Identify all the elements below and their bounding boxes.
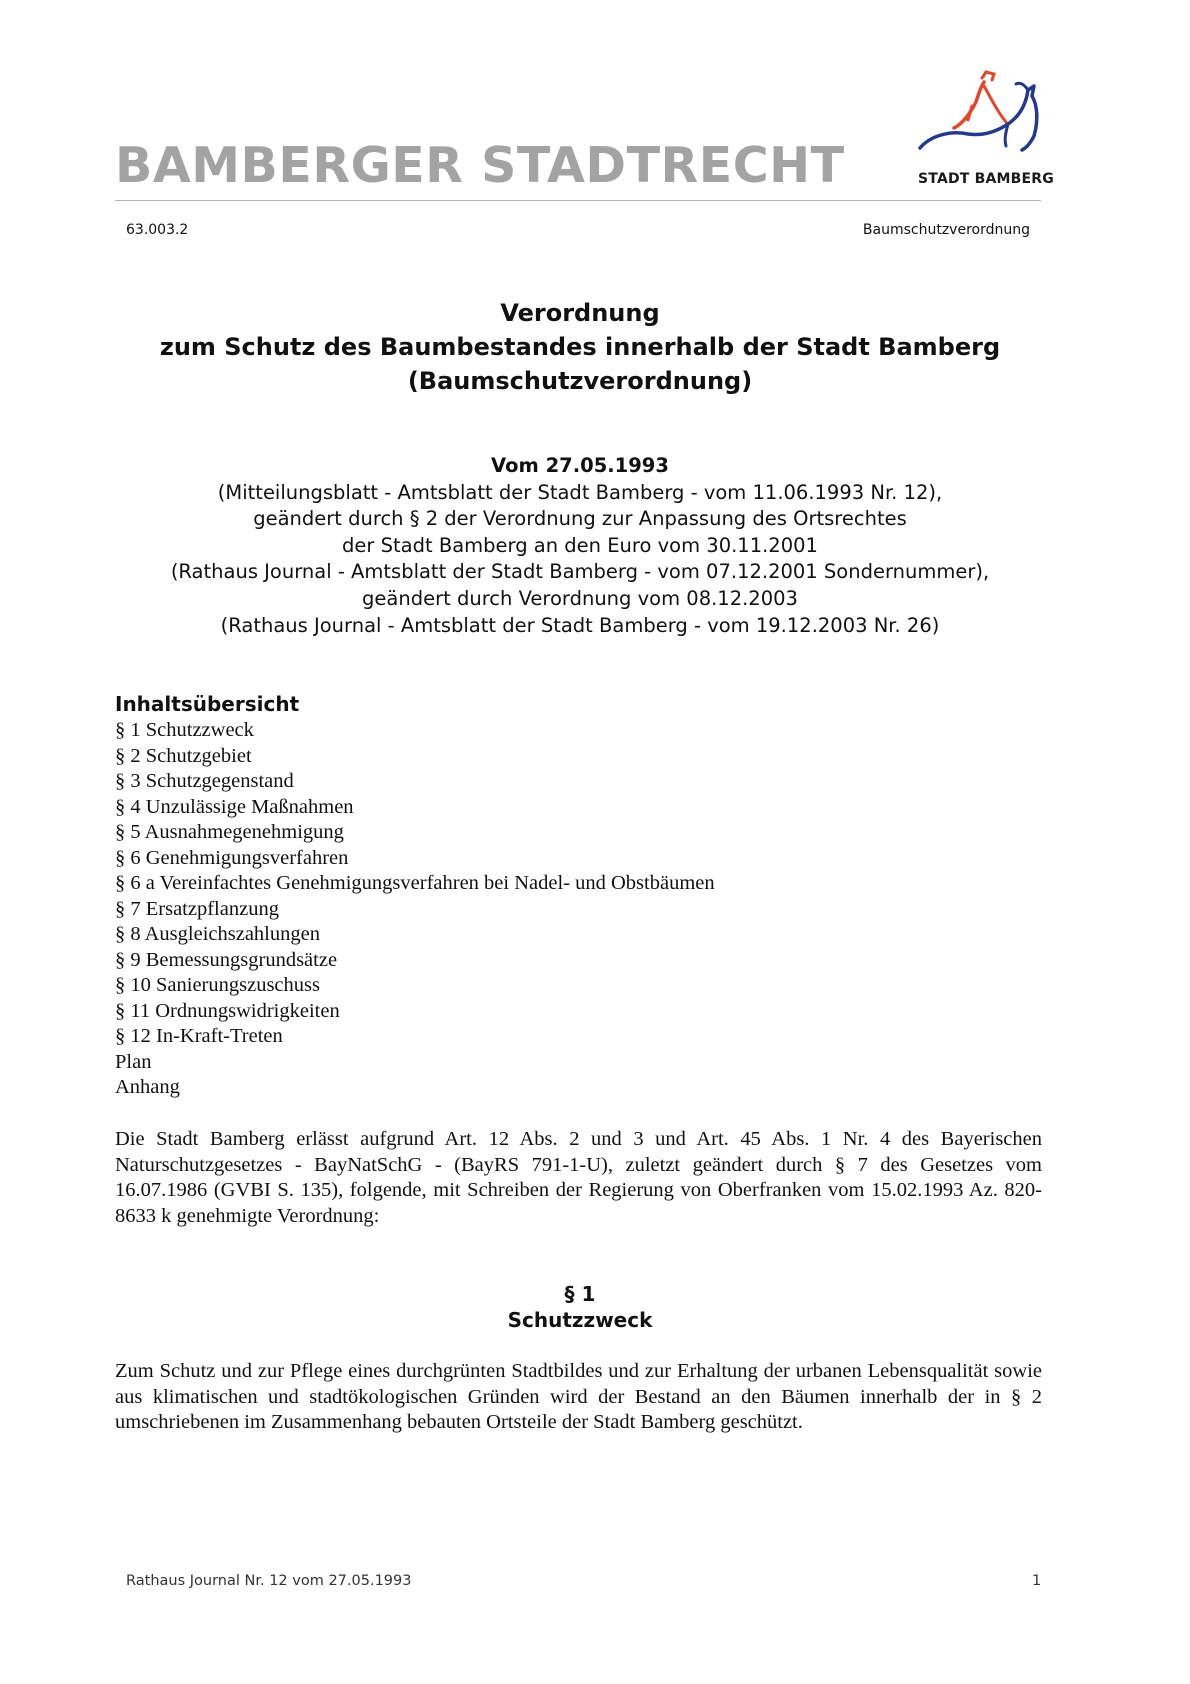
toc-item: § 6 Genehmigungsverfahren: [115, 846, 349, 869]
document-short-title: Baumschutzverordnung: [862, 222, 1030, 238]
toc-item: § 10 Sanierungszuschuss: [115, 974, 320, 996]
toc-item: Plan: [115, 1050, 152, 1073]
title-line: (Baumschutzverordnung): [407, 367, 753, 395]
document-code: 63.003.2: [126, 222, 189, 238]
toc-item: Anhang: [115, 1076, 180, 1098]
title-line: Verordnung: [500, 299, 660, 327]
amendment-history: [0, 453, 1160, 639]
amendment-line: (Mitteilungsblatt - Amtsblatt der Stadt Bamberg - vom 11.06.1993 Nr. 12),: [217, 480, 943, 504]
page-number: 1: [1032, 1573, 1042, 1589]
title-line: zum Schutz des Baumbestandes innerhalb der Stadt Bamberg: [159, 333, 1001, 361]
document-title: [0, 296, 1160, 398]
toc-item: § 11 Ordnungswidrigkeiten: [115, 999, 340, 1022]
toc-item: § 12 In-Kraft-Treten: [115, 1025, 283, 1047]
toc-item: § 9 Bemessungsgrundsätze: [115, 948, 338, 971]
header-rule: [115, 200, 1041, 201]
toc-item: § 5 Ausnahmegenehmigung: [115, 821, 344, 843]
toc-item: § 3 Schutzgegenstand: [115, 770, 294, 792]
toc-heading: Inhaltsübersicht: [115, 692, 300, 716]
amendment-line: geändert durch § 2 der Verordnung zur Anpassung des Ortsrechtes: [253, 507, 907, 531]
section-title: Schutzzweck: [507, 1308, 653, 1332]
amendment-line: (Rathaus Journal - Amtsblatt der Stadt Bamberg - vom 19.12.2003 Nr. 26): [220, 613, 940, 637]
logo-text: STADT BAMBERG: [918, 171, 1054, 187]
section-body: Zum Schutz und zur Pflege eines durchgrünten Stadtbildes und zur Erhaltung der urbanen Lebensqualität sowie aus klimatischen und stadtökologischen Gründen wird der Bestand an den Bäumen innerhalb der in § 2 umschriebenen im Zusammenhang bebauten Ortsteile der Stadt Bamberg geschützt.: [115, 1360, 1042, 1433]
stadt-bamberg-logo: [910, 66, 1054, 196]
masthead-title: BAMBERGER STADTRECHT: [115, 137, 845, 194]
amendment-line: (Rathaus Journal - Amtsblatt der Stadt Bamberg - vom 07.12.2001 Sondernummer),: [170, 560, 990, 584]
table-of-contents: [115, 718, 715, 1101]
toc-item: § 6 a Vereinfachtes Genehmigungsverfahren bei Nadel- und Obstbäumen: [115, 872, 715, 894]
issue-date: Vom 27.05.1993: [491, 454, 669, 477]
amendment-line: der Stadt Bamberg an den Euro vom 30.11.2001: [342, 533, 818, 557]
preamble-paragraph: Die Stadt Bamberg erlässt aufgrund Art. 12 Abs. 2 und 3 und Art. 45 Abs. 1 Nr. 4 des Bayerischen Naturschutzgesetzes - BayNatSchG - (BayRS 791-1-U), zuletzt geändert durch § 7 des Gesetzes vom 16.07.1986 (GVBI S. 135), folgende, mit Schreiben der Regierung von Oberfranken vom 15.02.1993 Az. 820-8633 k genehmigte Verordnung:: [115, 1128, 1042, 1227]
amendment-line: geändert durch Verordnung vom 08.12.2003: [362, 586, 798, 610]
toc-item: § 1 Schutzzweck: [115, 719, 254, 741]
section-number: § 1: [564, 1282, 596, 1306]
toc-item: § 4 Unzulässige Maßnahmen: [115, 795, 354, 818]
toc-item: § 2 Schutzgebiet: [115, 744, 252, 767]
toc-item: § 8 Ausgleichszahlungen: [115, 923, 320, 945]
rider-horse-icon: [910, 66, 1045, 171]
footer-source: Rathaus Journal Nr. 12 vom 27.05.1993: [126, 1573, 412, 1589]
toc-item: § 7 Ersatzpflanzung: [115, 897, 279, 920]
